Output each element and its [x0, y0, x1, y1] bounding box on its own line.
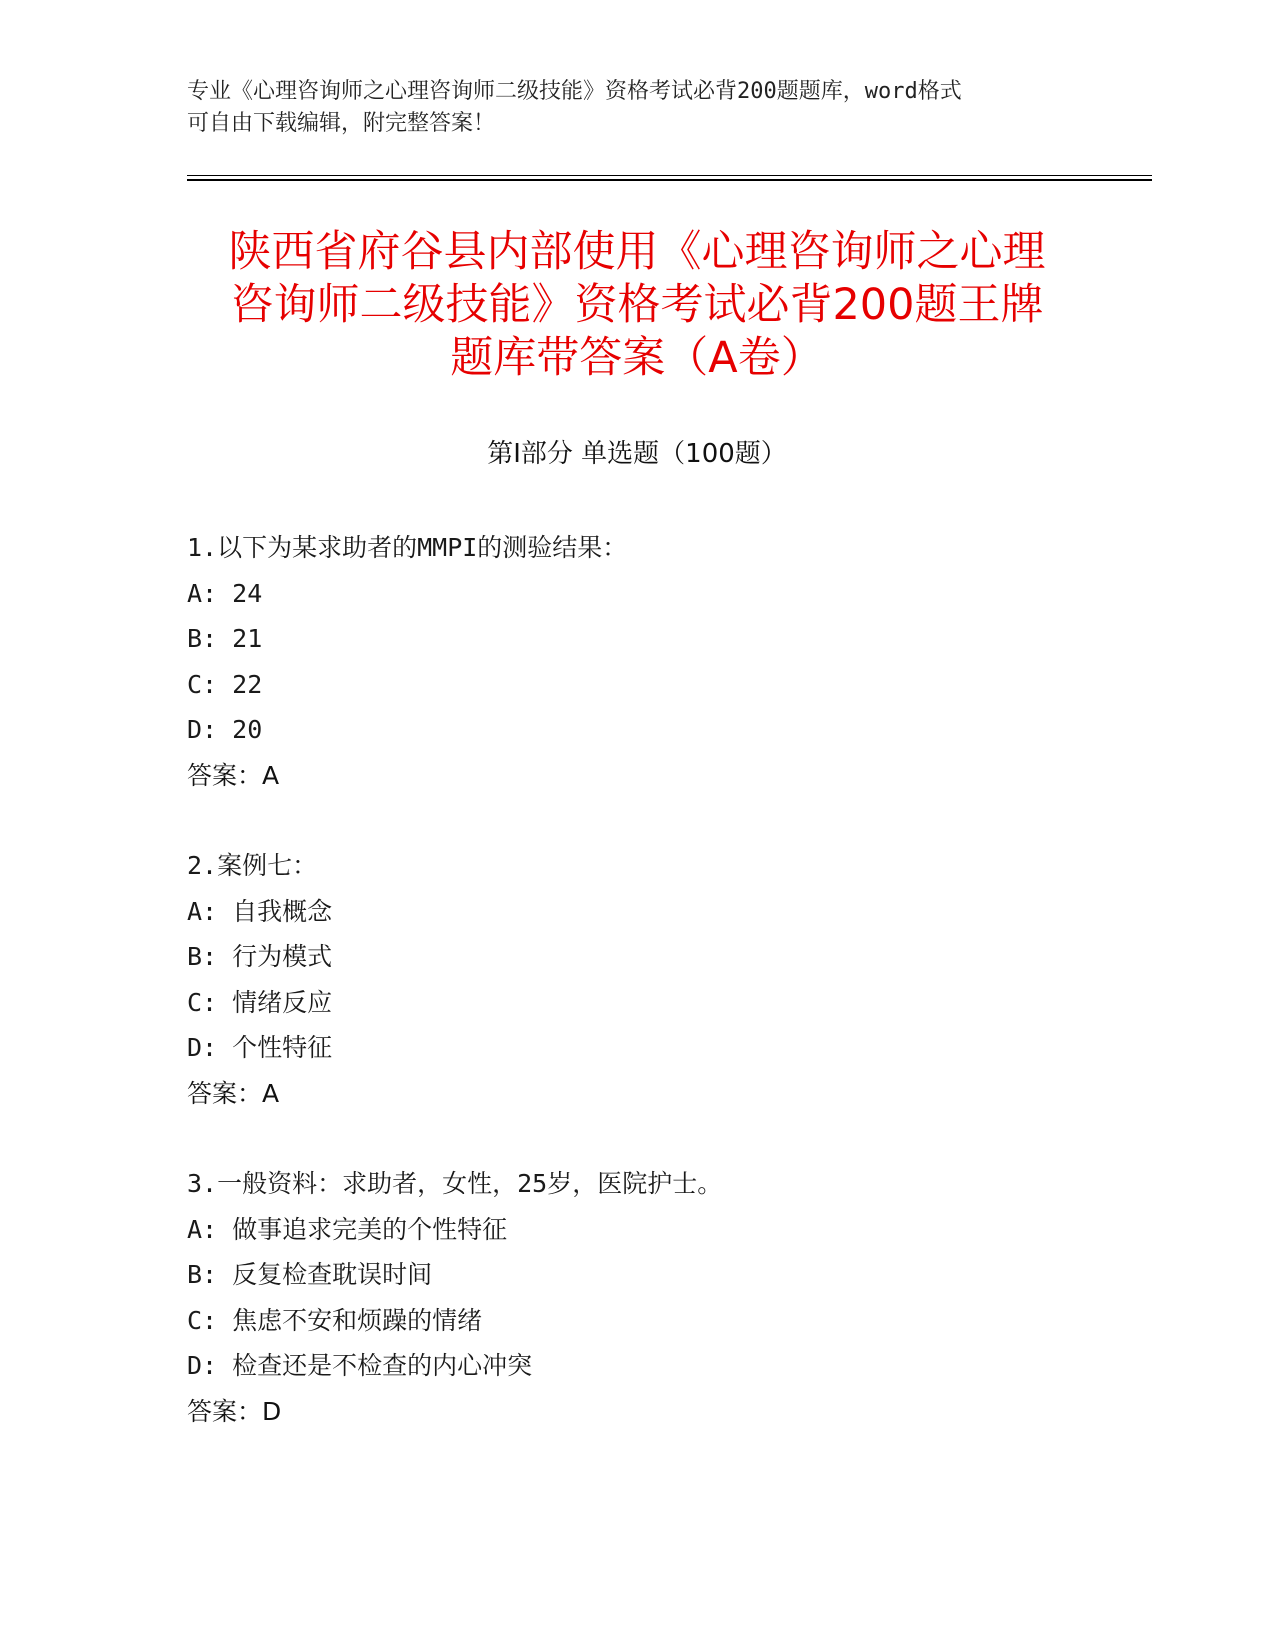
header-note-line: 专业《心理咨询师之心理咨询师二级技能》资格考试必背200题题库，word格式: [187, 79, 962, 104]
option-c: C: 情绪反应: [187, 987, 333, 1017]
question-stem: 3.一般资料：求助者，女性，25岁，医院护士。: [187, 1169, 723, 1198]
header-note-line: 可自由下载编辑，附完整答案！: [187, 111, 496, 136]
option-c: C: 焦虑不安和烦躁的情绪: [187, 1305, 483, 1335]
option-a: A: 自我概念: [187, 896, 333, 926]
document-title: [187, 226, 1087, 385]
option-a: A: 做事追求完美的个性特征: [187, 1214, 508, 1244]
answer: 答案：A: [187, 1078, 280, 1108]
header-divider-thin: [187, 175, 1152, 176]
question-stem: 1.以下为某求助者的MMPI的测验结果：: [187, 533, 628, 562]
question-item: [187, 525, 1087, 798]
header-divider-thick: [187, 179, 1152, 181]
option-d: D: 20: [187, 715, 263, 744]
section-heading: 第I部分 单选题（100题）: [487, 439, 787, 469]
title-line: 咨询师二级技能》资格考试必背200题王牌: [230, 280, 1044, 330]
answer: 答案：D: [187, 1396, 282, 1426]
header-note: [187, 76, 1067, 140]
question-list: [187, 525, 1087, 1479]
answer: 答案：A: [187, 760, 280, 790]
option-a: A: 24: [187, 578, 263, 608]
title-line: 题库带答案（A卷）: [450, 333, 824, 383]
question-item: [187, 1161, 1087, 1434]
option-b: B: 21: [187, 624, 263, 653]
option-d: D: 个性特征: [187, 1033, 333, 1062]
option-b: B: 反复检查耽误时间: [187, 1260, 433, 1289]
option-b: B: 行为模式: [187, 942, 333, 971]
option-c: C: 22: [187, 669, 263, 699]
question-item: [187, 843, 1087, 1116]
title-line: 陕西省府谷县内部使用《心理咨询师之心理: [228, 227, 1046, 277]
option-d: D: 检查还是不检查的内心冲突: [187, 1351, 533, 1380]
question-stem: 2.案例七：: [187, 851, 318, 880]
